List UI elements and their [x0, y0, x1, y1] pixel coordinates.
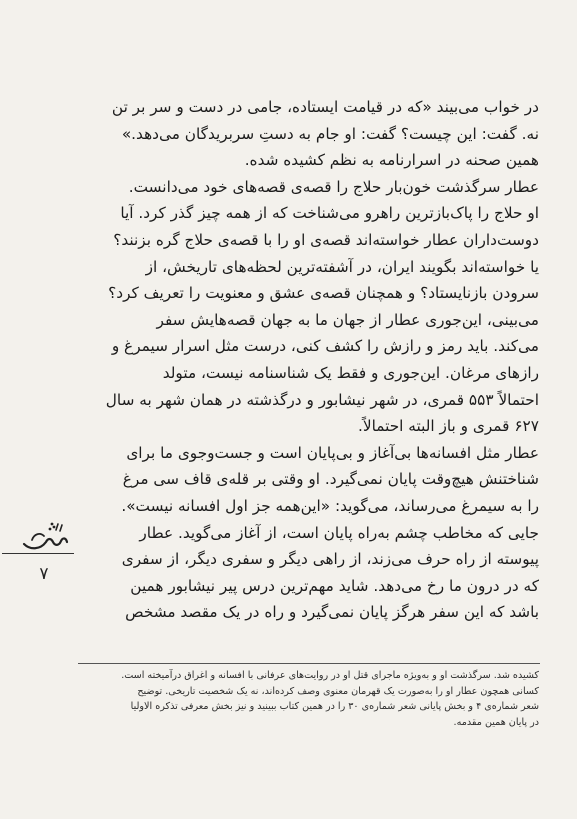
footnote-line-1: کشیده شد. سرگذشت او و به‌ویژه ماجرای قتل او در روایت‌های عرفانی با افسانه و اغراق درآمیخته است.	[121, 670, 539, 681]
text-line-8: سرودن بازنایستاد؟ و همچنان قصه‌ی عشق و معنویت را تعریف کرد؟	[108, 284, 539, 303]
text-line-10: می‌کند. باید رمز و رازش را کشف کنی، درست مثل اسرار سیمرغ و	[111, 337, 539, 356]
page-number: ۷	[39, 564, 49, 584]
text-line-11: رازهای مرغان. این‌جوری و فقط یک شناسنامه نیست، متولد	[162, 363, 539, 382]
text-line-15: شناختنش هیچ‌وقت پایان نمی‌گیرد. او وقتی بر قله‌ی قاف سی مرغ	[122, 470, 539, 489]
text-line-7: یا خواسته‌اند بگویند ایران، در آشفته‌ترین لحظه‌های تاریخش، از	[145, 257, 539, 276]
footnotes	[79, 668, 539, 730]
text-line-14: عطار مثل افسانه‌ها بی‌آغاز و بی‌پایان است و جست‌وجوی ما برای	[126, 443, 539, 462]
text-line-1: در خواب می‌بیند «که در قیامت ایستاده، جامی در دست و سر بر تن	[111, 98, 539, 116]
footnote-line-4: در پایان همین مقدمه.	[453, 716, 539, 728]
text-line-9: می‌بینی، این‌جوری عطار از جهان ما به جهان قصه‌هایش سفر	[156, 310, 539, 329]
text-line-2: نه. گفت: این چیست؟ گفت: او جام به دستِ سربریدگان می‌دهد.»	[121, 124, 539, 143]
text-line-20: باشد که این سفر هرگز پایان نمی‌گیرد و راه در یک مقصد مشخص	[125, 603, 539, 622]
text-line-17: جایی که مخاطب چشم به‌راه پایان است، از آغاز می‌گوید. عطار	[139, 523, 539, 542]
margin-section-mark	[2, 520, 72, 600]
sher-calligraphy-logo-icon	[20, 520, 70, 554]
main-text	[81, 94, 539, 626]
text-line-12: احتمالاً ۵۵۳ قمری، در شهر نیشابور و درگذشته در همان شهر به سال	[105, 390, 539, 409]
text-line-6: دوست‌داران عطار خواسته‌اند قصه‌ی او را با قصه‌ی حلاج گره بزنند؟	[113, 230, 539, 249]
text-line-18: پیوسته از راه حرف می‌زند، از راهی دیگر و سفری دیگر، از سفری	[121, 550, 539, 569]
text-line-4: عطار سرگذشت خون‌بار حلاج را قصه‌ی قصه‌های خود می‌دانست.	[128, 177, 539, 196]
text-line-5: او حلاج را پاک‌بازترین راهرو می‌شناخت که از همه چیز گذر کرد. آیا	[120, 204, 539, 223]
text-line-19: که در درون ما رخ می‌دهد. شاید مهم‌ترین درس پیر نیشابور همین	[130, 576, 539, 595]
text-line-16: را به سیمرغ می‌رساند، می‌گوید: «این‌همه جز اول افسانه نیست».	[121, 496, 539, 515]
text-line-13: ۶۲۷ قمری و باز البته احتمالاً.	[358, 417, 539, 436]
margin-rule	[2, 553, 74, 554]
footnote-line-2: کسانی همچون عطار او را به‌صورت یک قهرمان معنوی وصف کرده‌اند، نه یک شخصیت تاریخی. توضیح	[137, 685, 539, 697]
text-line-3: همین صحنه در اسرارنامه به نظم کشیده شده.	[244, 151, 539, 170]
footnote-line-3: شعر شماره‌ی ۴ و بخش پایانی شعر شماره‌ی ۳۰ را در همین کتاب ببینید و نیز بخش معرفی تذکره الاولیا	[130, 701, 539, 713]
footnote-divider	[78, 663, 540, 664]
